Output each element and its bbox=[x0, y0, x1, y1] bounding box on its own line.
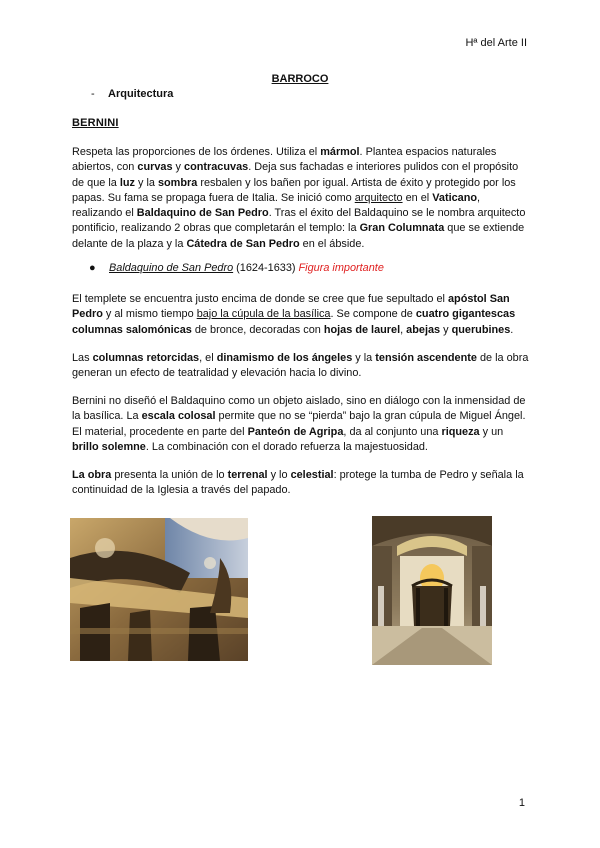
subtitle-bernini: BERNINI bbox=[72, 117, 119, 129]
baldaquino-detail-photo bbox=[70, 518, 248, 661]
bullet-title: Baldaquino de San Pedro bbox=[109, 262, 234, 274]
bullet-line bbox=[109, 262, 384, 274]
paragraph-templete: El templete se encuentra justo encima de donde se cree que fue sepultado el apóstol San Pedro y al mismo tiempo bajo la cúpula de la basílica. Se compone de cuatro gigantescas columnas salomónicas de bronce, decoradas con hojas de laurel, abejas y querubines. bbox=[72, 293, 516, 336]
section-dash: - bbox=[91, 88, 95, 100]
header-course: Hª del Arte II bbox=[465, 37, 527, 49]
bullet-dot: ● bbox=[89, 262, 96, 274]
paragraph-escala: Bernini no diseñó el Baldaquino como un objeto aislado, sino en diálogo con la inmensidad de la basílica. La escala colosal permite que no se “pierda” bajo la gran cúpula de Miguel Ángel. El material, procedente en parte del Panteón de Agripa, da al conjunto una riqueza y un brillo solemne. La combinación con el dorado refuerza la majestuosidad. bbox=[72, 395, 526, 453]
paragraph-obra: La obra presenta la unión de lo terrenal y lo celestial: protege la tumba de Pedro y señala la continuidad de la Iglesia a través del papado. bbox=[72, 469, 524, 497]
bullet-note: Figura importante bbox=[298, 262, 384, 274]
paragraph-columnas: Las columnas retorcidas, el dinamismo de los ángeles y la tensión ascendente de la obra generan un efecto de teatralidad y elevación hacia lo divino. bbox=[72, 352, 529, 380]
bullet-dates: (1624-1633) bbox=[233, 262, 299, 274]
page-number: 1 bbox=[518, 797, 525, 809]
page-title: BARROCO bbox=[271, 73, 329, 85]
basilica-interior-photo bbox=[372, 516, 492, 665]
paragraph-intro: Respeta las proporciones de los órdenes. Utiliza el mármol. Plantea espacios naturales abiertos, con curvas y contracuvas. Deja sus fachadas e interiores pulidos con el propósito de que la luz y la sombra resbalen y los bañen por igual. Artista de éxito y protegido por los papas. Su fama se propaga fuera de Italia. Se inició como arquitecto en el Vaticano, realizando el Baldaquino de San Pedro. Tras el éxito del Baldaquino se le nombra arquitecto pontificio, realizando 2 obras que completarán el templo: la Gran Columnata que se extiende delante de la plaza y la Cátedra de San Pedro en el ábside. bbox=[72, 146, 526, 250]
section-label: Arquitectura bbox=[108, 88, 174, 100]
